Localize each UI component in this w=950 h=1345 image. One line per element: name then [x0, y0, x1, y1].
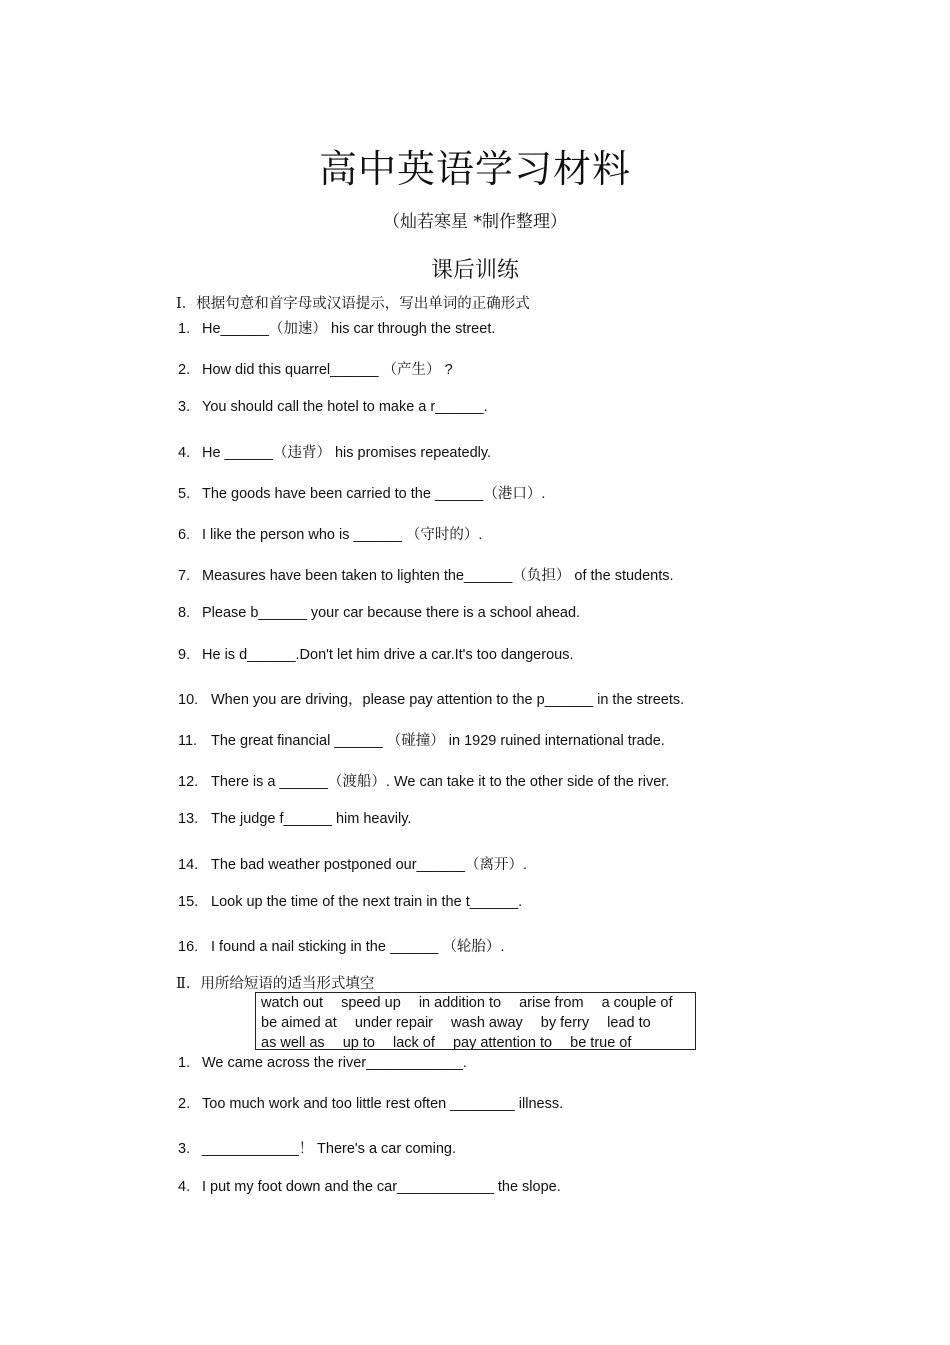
question-item	[178, 605, 580, 621]
question-item	[178, 729, 665, 750]
question-number: 8.	[178, 605, 191, 622]
part1-heading: Ⅰ．根据句意和首字母或汉语提示，写出单词的正确形式	[176, 296, 530, 312]
phrase-item: in addition to	[418, 995, 502, 1011]
question-number: 1.	[178, 1055, 191, 1071]
question-number: 16.	[178, 939, 199, 955]
phrase-item: arise from	[519, 995, 584, 1011]
phrase-item: be true of	[570, 1035, 632, 1050]
phrase-item: as well as	[261, 1035, 325, 1050]
question-text: He is d______.Don't let him drive a car.It's too dangerous.	[202, 646, 574, 663]
phrase-item: by ferry	[540, 1015, 590, 1031]
question-number: 1.	[178, 321, 191, 337]
question-number: 11.	[178, 733, 198, 749]
phrase-item: wash away	[451, 1015, 523, 1031]
question-text: I put my foot down and the car____________ the slope.	[202, 1178, 561, 1195]
question-number: 4.	[178, 444, 191, 461]
part2-heading: Ⅱ．用所给短语的适当形式填空	[176, 976, 375, 992]
question-item	[178, 441, 491, 462]
question-number: 13.	[178, 811, 199, 828]
question-number: 10.	[178, 691, 199, 708]
question-text: The bad weather postponed our______（离开）.	[211, 856, 527, 873]
question-number: 2.	[178, 1096, 191, 1113]
question-text: Look up the time of the next train in the t______.	[211, 893, 523, 910]
question-text: The goods have been carried to the ______（港口）.	[202, 485, 546, 502]
phrase-box	[255, 992, 696, 1050]
question-item	[178, 647, 573, 663]
question-item	[178, 1055, 467, 1071]
question-text: He______（加速） his car through the street.	[202, 321, 496, 337]
phrase-row	[261, 1035, 645, 1050]
question-number: 14.	[178, 856, 199, 873]
question-text: Measures have been taken to lighten the______（负担） of the students.	[202, 568, 674, 585]
question-item	[178, 399, 488, 415]
phrase-item: lead to	[607, 1015, 651, 1031]
question-number: 5.	[178, 485, 191, 502]
question-item	[178, 770, 669, 791]
phrase-row	[261, 1015, 665, 1031]
page-title: 高中英语学习材料	[318, 147, 631, 191]
question-item	[178, 688, 684, 709]
question-text: You should call the hotel to make a r______.	[202, 399, 488, 416]
phrase-item: up to	[342, 1035, 375, 1050]
question-number: 3.	[178, 399, 191, 416]
question-text: Too much work and too little rest often ________ illness.	[202, 1096, 564, 1113]
section-title: 课后训练	[430, 258, 519, 283]
phrase-item: under repair	[354, 1015, 433, 1031]
phrase-item: lack of	[392, 1035, 435, 1050]
question-item	[178, 523, 482, 544]
phrase-item: watch out	[261, 995, 324, 1011]
question-number: 9.	[178, 646, 191, 663]
phrase-item: a couple of	[601, 995, 673, 1011]
question-item	[178, 1179, 561, 1195]
question-text: The judge f______ him heavily.	[211, 811, 412, 828]
question-item	[178, 358, 453, 379]
question-text: When you are driving，please pay attention to the p______ in the streets.	[211, 691, 685, 708]
question-text: How did this quarrel______ （产生） ?	[202, 362, 453, 379]
question-item	[178, 811, 411, 827]
question-text: He ______（违背） his promises repeatedly.	[202, 444, 492, 461]
question-number: 7.	[178, 568, 191, 585]
phrase-item: be aimed at	[261, 1015, 337, 1031]
question-text: There is a ______（渡船）. We can take it to the other side of the river.	[211, 774, 670, 791]
page-subtitle: （灿若寒星 *制作整理）	[383, 212, 567, 232]
question-item	[178, 894, 522, 910]
question-item	[178, 317, 495, 338]
question-number: 4.	[178, 1178, 191, 1195]
question-number: 3.	[178, 1141, 191, 1158]
question-text: The great financial ______ （碰撞） in 1929 ruined international trade.	[211, 733, 665, 749]
phrase-item: pay attention to	[452, 1035, 553, 1050]
question-text: Please b______ your car because there is a school ahead.	[202, 605, 581, 622]
phrase-item: speed up	[341, 995, 401, 1011]
question-number: 6.	[178, 527, 191, 543]
question-text: We came across the river____________.	[202, 1055, 467, 1071]
question-item	[178, 853, 527, 874]
question-item	[178, 1096, 563, 1112]
question-text: I found a nail sticking in the ______ （轮胎）.	[211, 939, 505, 955]
question-item	[178, 1137, 456, 1158]
question-number: 12.	[178, 774, 199, 791]
phrase-row	[261, 995, 687, 1011]
question-number: 15.	[178, 893, 199, 910]
question-text: ____________！ There's a car coming.	[202, 1141, 456, 1158]
question-number: 2.	[178, 362, 191, 379]
question-text: I like the person who is ______ （守时的）.	[202, 527, 483, 543]
question-item	[178, 564, 674, 585]
question-item	[178, 482, 545, 503]
question-item	[178, 935, 504, 956]
